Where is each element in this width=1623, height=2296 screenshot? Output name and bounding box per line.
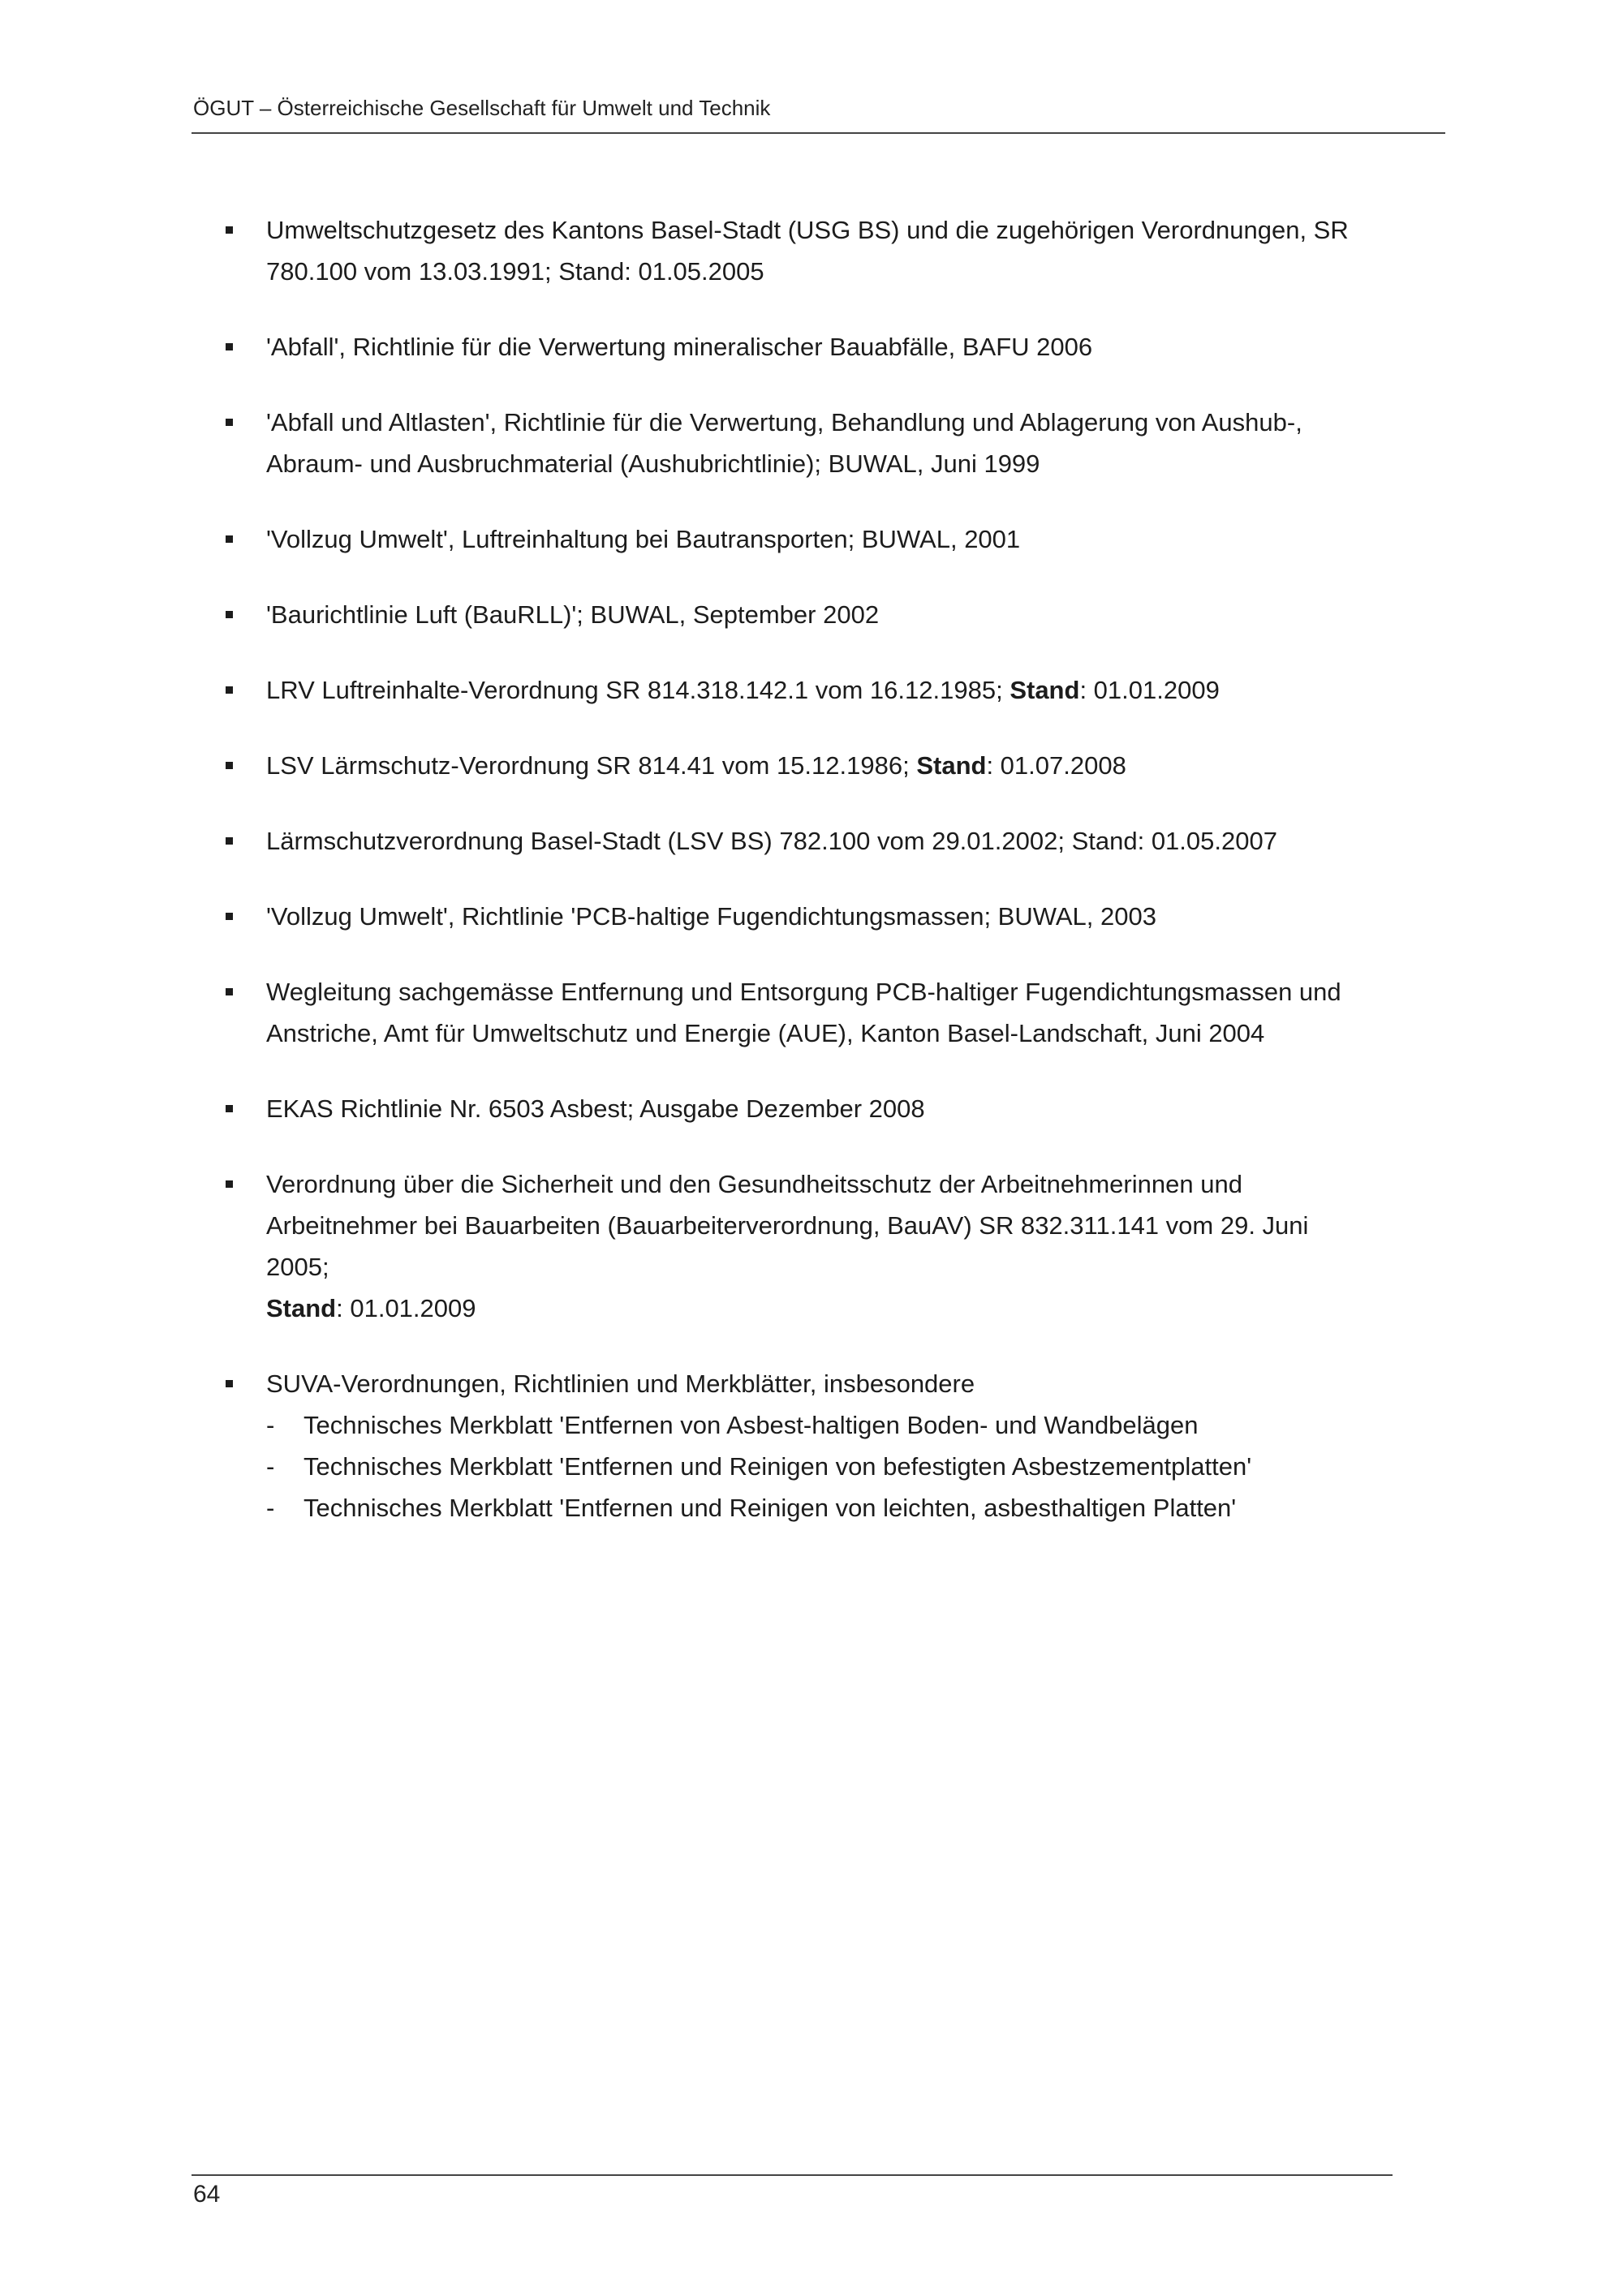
sub-list-item-text: Technisches Merkblatt 'Entfernen und Reinigen von leichten, asbesthaltigen Platten'	[304, 1494, 1237, 1522]
list-item	[219, 594, 1453, 635]
bullet-icon	[226, 611, 233, 618]
list-item	[219, 402, 1453, 484]
dash-marker: -	[266, 1411, 275, 1439]
list-item-text	[266, 669, 1453, 711]
bullet-icon	[226, 1105, 233, 1112]
list-item-text	[266, 1288, 1453, 1329]
list-item-text: SUVA-Verordnungen, Richtlinien und Merkblätter, insbesondere	[266, 1369, 975, 1398]
bullet-icon	[226, 988, 233, 995]
list-item	[219, 326, 1453, 368]
list-item	[219, 518, 1453, 560]
list-item	[219, 820, 1453, 862]
bullet-icon	[226, 343, 233, 350]
list-item-text-main: LRV Luftreinhalte-Verordnung SR 814.318.142.1 vom 16.12.1985;	[266, 676, 1010, 704]
list-item	[219, 1163, 1453, 1329]
footer-divider	[192, 2174, 1393, 2176]
dash-marker: -	[266, 1452, 275, 1481]
list-item-text: 'Baurichtlinie Luft (BauRLL)'; BUWAL, September 2002	[266, 600, 880, 629]
page-header-title: ÖGUT – Österreichische Gesellschaft für Umwelt und Technik	[193, 96, 771, 120]
bullet-icon	[226, 686, 233, 694]
list-item	[219, 669, 1453, 711]
bullet-icon	[226, 419, 233, 426]
page-number: 64	[193, 2181, 221, 2208]
list-item-text: Anstriche, Amt für Umweltschutz und Energie (AUE), Kanton Basel-Landschaft, Juni 2004	[266, 1019, 1265, 1047]
sub-list-item	[266, 1404, 1453, 1446]
list-item-text: 2005;	[266, 1253, 329, 1281]
list-item	[219, 896, 1453, 937]
dash-marker: -	[266, 1494, 275, 1522]
list-item	[219, 1088, 1453, 1129]
stand-label: Stand	[1010, 676, 1080, 704]
sub-list-item	[266, 1487, 1453, 1529]
bullet-icon	[226, 762, 233, 769]
stand-date: : 01.01.2009	[1079, 676, 1220, 704]
list-item-text: 'Abfall und Altlasten', Richtlinie für die Verwertung, Behandlung und Ablagerung von Aushub-,	[266, 408, 1302, 436]
sub-list-item-text: Technisches Merkblatt 'Entfernen von Asbest-haltigen Boden- und Wandbelägen	[304, 1411, 1199, 1439]
list-item-text: 'Abfall', Richtlinie für die Verwertung mineralischer Bauabfälle, BAFU 2006	[266, 333, 1093, 361]
list-item	[219, 745, 1453, 786]
bullet-icon	[226, 1380, 233, 1387]
list-item-text: EKAS Richtlinie Nr. 6503 Asbest; Ausgabe Dezember 2008	[266, 1094, 925, 1123]
header-divider	[192, 132, 1445, 134]
stand-label: Stand	[916, 751, 987, 780]
list-item-text: Wegleitung sachgemässe Entfernung und Entsorgung PCB-haltiger Fugendichtungsmassen und	[266, 978, 1341, 1006]
bullet-icon	[226, 1180, 233, 1188]
stand-date: : 01.07.2008	[986, 751, 1126, 780]
sub-list-item	[266, 1446, 1453, 1487]
list-item-text: Verordnung über die Sicherheit und den Gesundheitsschutz der Arbeitnehmerinnen und	[266, 1170, 1242, 1198]
list-item-text: Arbeitnehmer bei Bauarbeiten (Bauarbeiterverordnung, BauAV) SR 832.311.141 vom 29. Juni	[266, 1211, 1309, 1240]
bullet-icon	[226, 535, 233, 543]
sub-list-item-text: Technisches Merkblatt 'Entfernen und Reinigen von befestigten Asbestzementplatten'	[304, 1452, 1252, 1481]
list-item-text: Abraum- und Ausbruchmaterial (Aushubrichtlinie); BUWAL, Juni 1999	[266, 449, 1040, 478]
list-item-text: Lärmschutzverordnung Basel-Stadt (LSV BS) 782.100 vom 29.01.2002; Stand: 01.05.2007	[266, 827, 1277, 855]
regulation-list	[219, 209, 1453, 1529]
list-item	[219, 209, 1453, 292]
bullet-icon	[226, 913, 233, 920]
bullet-icon	[226, 837, 233, 845]
list-item	[219, 971, 1453, 1054]
stand-date: : 01.01.2009	[336, 1294, 476, 1322]
list-item-text: 'Vollzug Umwelt', Luftreinhaltung bei Bautransporten; BUWAL, 2001	[266, 525, 1021, 553]
stand-label: Stand	[266, 1294, 337, 1322]
list-item-text: 'Vollzug Umwelt', Richtlinie 'PCB-haltige Fugendichtungsmassen; BUWAL, 2003	[266, 902, 1156, 931]
list-item-text: 780.100 vom 13.03.1991; Stand: 01.05.2005	[266, 257, 764, 286]
list-item	[219, 1363, 1453, 1529]
list-item-text	[266, 745, 1453, 786]
list-item-text: Umweltschutzgesetz des Kantons Basel-Stadt (USG BS) und die zugehörigen Verordnungen, SR	[266, 216, 1349, 244]
list-item-text-main: LSV Lärmschutz-Verordnung SR 814.41 vom 15.12.1986;	[266, 751, 917, 780]
bullet-icon	[226, 226, 233, 234]
